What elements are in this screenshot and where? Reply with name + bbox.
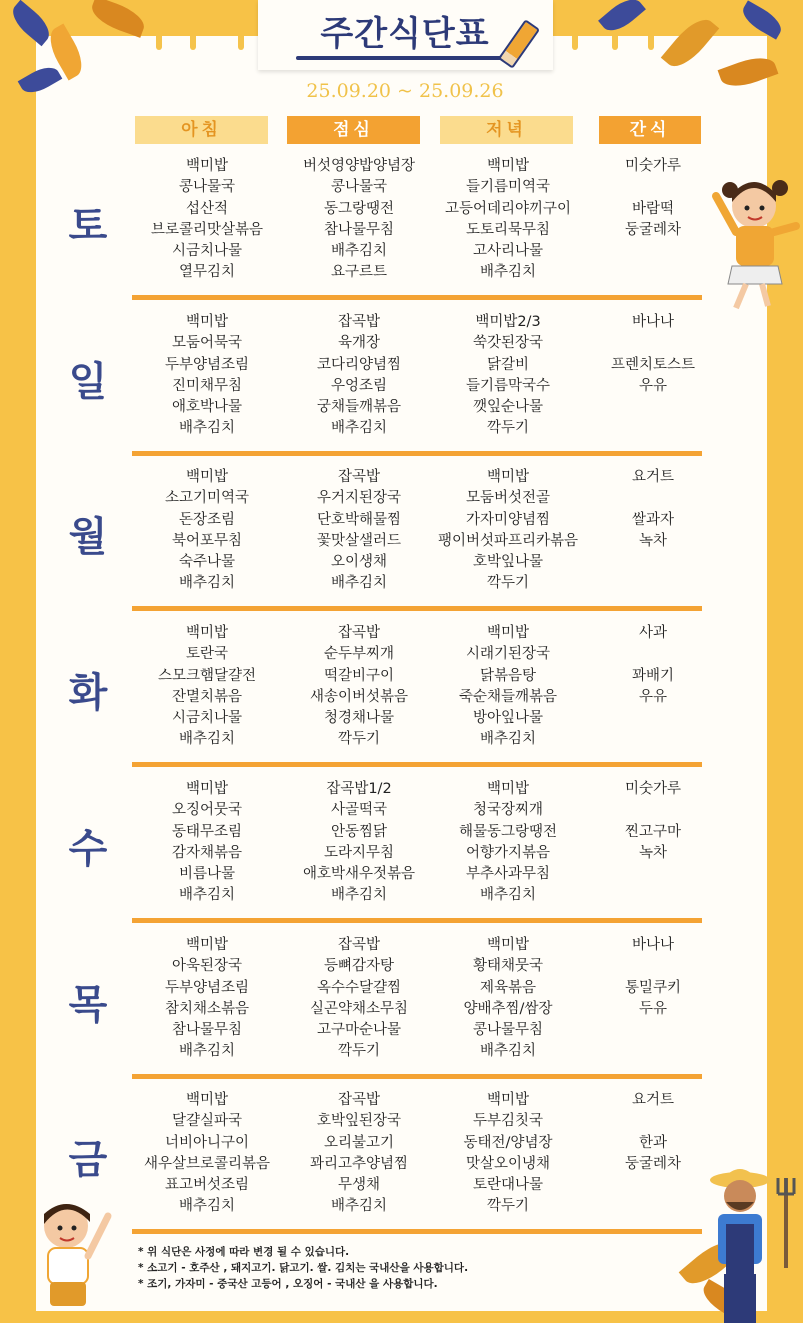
menu-item: 우유 bbox=[638, 688, 667, 705]
menu-item: 백미밥 bbox=[486, 1092, 530, 1108]
menu-item: 시금치나물 bbox=[171, 710, 243, 727]
menu-item: 황태채뭇국 bbox=[472, 958, 544, 975]
menu-item: 배추김치 bbox=[479, 1043, 537, 1060]
menu-item: 둥굴레차 bbox=[624, 221, 682, 238]
menu-item: 배추김치 bbox=[178, 887, 236, 904]
menu-item: 버섯영양밥양념장 bbox=[302, 158, 416, 174]
lunch-column bbox=[279, 935, 439, 1063]
menu-item: 돈장조림 bbox=[178, 511, 236, 528]
menu-item: 순두부찌개 bbox=[323, 646, 395, 663]
menu-item: 프렌치토스트 bbox=[610, 356, 696, 373]
menu-item: 콩나물국 bbox=[178, 179, 236, 196]
breakfast-column bbox=[132, 935, 282, 1063]
breakfast-column bbox=[132, 467, 282, 595]
day-label: 화 bbox=[68, 670, 108, 716]
menu-item: 녹차 bbox=[638, 844, 667, 861]
header-lunch: 점심 bbox=[287, 116, 420, 144]
row-separator bbox=[132, 1229, 702, 1234]
menu-item: 잡곡밥1/2 bbox=[326, 781, 392, 797]
menu-item: 백미밥 bbox=[486, 781, 530, 797]
menu-item: 녹차 bbox=[638, 532, 667, 549]
menu-item: 배추김치 bbox=[479, 731, 537, 748]
menu-item: 안동찜닭 bbox=[330, 823, 388, 840]
header-breakfast: 아침 bbox=[135, 116, 268, 144]
menu-item bbox=[588, 1111, 718, 1132]
menu-item: 잡곡밥 bbox=[337, 937, 381, 953]
boy-illustration bbox=[30, 1196, 116, 1312]
day-label: 금 bbox=[68, 1137, 108, 1183]
menu-item: 두부양념조림 bbox=[164, 356, 250, 373]
menu-item: 배추김치 bbox=[330, 420, 388, 437]
menu-item bbox=[588, 956, 718, 977]
snack-column bbox=[588, 467, 718, 595]
menu-item: 새송이버섯볶음 bbox=[309, 688, 409, 705]
bulb-decoration bbox=[238, 36, 244, 50]
row-separator bbox=[132, 606, 702, 611]
menu-item: 백미밥 bbox=[185, 469, 229, 485]
leaf-decoration bbox=[88, 0, 149, 38]
menu-item: 두유 bbox=[638, 1000, 667, 1017]
menu-item: 바나나 bbox=[631, 314, 675, 330]
menu-item: 우거지된장국 bbox=[316, 490, 402, 507]
breakfast-column bbox=[132, 1090, 282, 1218]
menu-item: 토란대나물 bbox=[472, 1177, 544, 1194]
menu-item bbox=[588, 488, 718, 509]
menu-item: 바나나 bbox=[631, 937, 675, 953]
dinner-column bbox=[433, 312, 583, 440]
menu-item: 옥수수달걀찜 bbox=[316, 979, 402, 996]
menu-item: 섭산적 bbox=[185, 200, 229, 217]
menu-item: 배추김치 bbox=[178, 731, 236, 748]
menu-item: 소고기미역국 bbox=[164, 490, 250, 507]
dinner-column bbox=[433, 467, 583, 595]
menu-item: 요거트 bbox=[631, 469, 675, 485]
day-label: 월 bbox=[68, 514, 108, 560]
menu-item bbox=[588, 1175, 718, 1196]
menu-item: 백미밥 bbox=[486, 469, 530, 485]
menu-item: 잡곡밥 bbox=[337, 314, 381, 330]
menu-item: 미숫가루 bbox=[624, 158, 682, 174]
menu-item: 팽이버섯파프리카볶음 bbox=[437, 532, 579, 549]
menu-item: 오징어뭇국 bbox=[171, 802, 243, 819]
menu-item: 백미밥 bbox=[185, 1092, 229, 1108]
menu-item: 표고버섯조림 bbox=[164, 1177, 250, 1194]
menu-item: 깍두기 bbox=[486, 420, 530, 437]
breakfast-column bbox=[132, 156, 282, 284]
menu-item: 꽈배기 bbox=[631, 667, 675, 684]
dinner-column bbox=[433, 1090, 583, 1218]
dinner-column bbox=[433, 623, 583, 751]
menu-item: 참나물무침 bbox=[171, 1022, 243, 1039]
menu-item: 코다리양념찜 bbox=[316, 356, 402, 373]
snack-column bbox=[588, 779, 718, 907]
menu-item: 잡곡밥 bbox=[337, 469, 381, 485]
menu-item: 꽈리고추양념찜 bbox=[309, 1155, 409, 1172]
menu-item: 들기름미역국 bbox=[465, 179, 551, 196]
menu-item: 백미밥 bbox=[185, 158, 229, 174]
menu-item: 두부양념조림 bbox=[164, 979, 250, 996]
menu-item: 백미밥 bbox=[185, 625, 229, 641]
menu-item: 동태전/양념장 bbox=[463, 1134, 553, 1151]
menu-item: 방아잎나물 bbox=[472, 710, 544, 727]
menu-item: 쌀과자 bbox=[631, 511, 675, 528]
menu-item: 감자채볶음 bbox=[171, 844, 243, 861]
menu-item bbox=[588, 573, 718, 594]
row-separator bbox=[132, 451, 702, 456]
menu-item bbox=[588, 1041, 718, 1062]
snack-column bbox=[588, 312, 718, 440]
notes bbox=[138, 1244, 468, 1292]
leaf-decoration bbox=[598, 0, 646, 38]
menu-item: 가자미양념찜 bbox=[465, 511, 551, 528]
menu-item: 오이생채 bbox=[330, 554, 388, 571]
menu-item: 참나물무침 bbox=[323, 221, 395, 238]
menu-item: 무생채 bbox=[337, 1177, 381, 1194]
menu-item: 고구마순나물 bbox=[316, 1022, 402, 1039]
menu-item: 잡곡밥 bbox=[337, 625, 381, 641]
menu-item: 청국장찌개 bbox=[472, 802, 544, 819]
row-separator bbox=[132, 918, 702, 923]
header-dinner: 저녁 bbox=[440, 116, 573, 144]
menu-item: 동태무조림 bbox=[171, 823, 243, 840]
menu-item: 한과 bbox=[638, 1134, 667, 1151]
menu-item bbox=[588, 644, 718, 665]
bulb-decoration bbox=[572, 36, 578, 50]
menu-item: 사과 bbox=[638, 625, 667, 641]
dinner-column bbox=[433, 156, 583, 284]
date-range: 25.09.20 ~ 25.09.26 bbox=[306, 80, 504, 102]
menu-item: 등뼈감자탕 bbox=[323, 958, 395, 975]
menu-item: 백미밥 bbox=[486, 937, 530, 953]
menu-item: 호박잎된장국 bbox=[316, 1113, 402, 1130]
farmer-illustration bbox=[700, 1158, 803, 1323]
lunch-column bbox=[279, 156, 439, 284]
breakfast-column bbox=[132, 312, 282, 440]
girl-illustration bbox=[706, 166, 803, 312]
menu-item: 백미밥 bbox=[185, 314, 229, 330]
day-label: 수 bbox=[68, 826, 108, 872]
menu-item: 시래기된장국 bbox=[465, 646, 551, 663]
note-line: * 위 식단은 사정에 따라 변경 될 수 있습니다. bbox=[138, 1246, 350, 1258]
menu-item: 요거트 bbox=[631, 1092, 675, 1108]
menu-item: 새우살브로콜리볶음 bbox=[143, 1155, 271, 1172]
menu-item bbox=[588, 418, 718, 439]
note-line: * 조기, 가자미 - 중국산 고등어 , 오징어 - 국내산 을 사용합니다. bbox=[138, 1278, 438, 1290]
menu-item bbox=[588, 864, 718, 885]
menu-item: 둥굴레차 bbox=[624, 1155, 682, 1172]
menu-item bbox=[588, 552, 718, 573]
menu-item: 도라지무침 bbox=[323, 844, 395, 861]
menu-item: 요구르트 bbox=[330, 264, 388, 281]
menu-item: 닭볶음탕 bbox=[479, 667, 537, 684]
lunch-column bbox=[279, 312, 439, 440]
menu-item: 숙주나물 bbox=[178, 554, 236, 571]
menu-item: 바람떡 bbox=[631, 200, 675, 217]
snack-column bbox=[588, 623, 718, 751]
menu-item: 모둠어묵국 bbox=[171, 335, 243, 352]
menu-item: 깍두기 bbox=[486, 1198, 530, 1215]
day-label: 목 bbox=[68, 982, 108, 1028]
menu-item bbox=[588, 262, 718, 283]
menu-item: 배추김치 bbox=[178, 575, 236, 592]
menu-item: 비름나물 bbox=[178, 866, 236, 883]
menu-item: 배추김치 bbox=[330, 1198, 388, 1215]
menu-item: 깍두기 bbox=[337, 1043, 381, 1060]
menu-item: 육개장 bbox=[337, 335, 381, 352]
menu-item: 깍두기 bbox=[337, 731, 381, 748]
lunch-column bbox=[279, 1090, 439, 1218]
menu-item: 너비아니구이 bbox=[164, 1134, 250, 1151]
menu-item: 해물동그랑땡전 bbox=[458, 823, 558, 840]
menu-item: 콩나물국 bbox=[330, 179, 388, 196]
menu-item: 배추김치 bbox=[178, 420, 236, 437]
menu-item: 배추김치 bbox=[479, 264, 537, 281]
menu-item: 북어포무침 bbox=[171, 532, 243, 549]
menu-item: 토란국 bbox=[185, 646, 229, 663]
menu-item: 부추사과무침 bbox=[465, 866, 551, 883]
menu-item: 고사리나물 bbox=[472, 243, 544, 260]
menu-item: 동그랑땡전 bbox=[323, 200, 395, 217]
menu-item: 쑥갓된장국 bbox=[472, 335, 544, 352]
snack-column bbox=[588, 1090, 718, 1218]
menu-item: 배추김치 bbox=[178, 1198, 236, 1215]
snack-column bbox=[588, 156, 718, 284]
note-line: * 소고기 - 호주산 , 돼지고기. 닭고기. 쌀. 김치는 국내산을 사용합니다. bbox=[138, 1262, 469, 1274]
menu-item: 떡갈비구이 bbox=[323, 667, 395, 684]
page-title: 주간식단표 bbox=[320, 14, 490, 54]
menu-item bbox=[588, 177, 718, 198]
menu-item: 죽순채들깨볶음 bbox=[458, 688, 558, 705]
menu-item: 오리불고기 bbox=[323, 1134, 395, 1151]
menu-item: 콩나물무침 bbox=[472, 1022, 544, 1039]
menu-item bbox=[588, 1020, 718, 1041]
title-underline bbox=[296, 56, 511, 60]
menu-item: 배추김치 bbox=[330, 575, 388, 592]
lunch-column bbox=[279, 467, 439, 595]
menu-item: 청경채나물 bbox=[323, 710, 395, 727]
menu-item: 애호박새우젓볶음 bbox=[302, 866, 416, 883]
menu-item: 두부김칫국 bbox=[472, 1113, 544, 1130]
menu-item bbox=[588, 1196, 718, 1217]
menu-item: 백미밥 bbox=[185, 781, 229, 797]
menu-item: 모둠버섯전골 bbox=[465, 490, 551, 507]
menu-item: 사골떡국 bbox=[330, 802, 388, 819]
row-separator bbox=[132, 295, 702, 300]
menu-item: 백미밥 bbox=[486, 158, 530, 174]
dinner-column bbox=[433, 935, 583, 1063]
menu-item: 백미밥2/3 bbox=[475, 314, 541, 330]
menu-item bbox=[588, 241, 718, 262]
row-separator bbox=[132, 762, 702, 767]
menu-item bbox=[588, 397, 718, 418]
leaf-decoration bbox=[738, 0, 786, 39]
menu-item: 달걀실파국 bbox=[171, 1113, 243, 1130]
menu-item: 찐고구마 bbox=[624, 823, 682, 840]
menu-item bbox=[588, 885, 718, 906]
menu-item: 열무김치 bbox=[178, 264, 236, 281]
menu-item: 참치채소볶음 bbox=[164, 1000, 250, 1017]
menu-item: 맛살오이냉채 bbox=[465, 1155, 551, 1172]
breakfast-column bbox=[132, 623, 282, 751]
menu-item: 백미밥 bbox=[185, 937, 229, 953]
snack-column bbox=[588, 935, 718, 1063]
menu-item: 제육볶음 bbox=[479, 979, 537, 996]
menu-item: 실곤약채소무침 bbox=[309, 1000, 409, 1017]
bulb-decoration bbox=[648, 36, 654, 50]
menu-item bbox=[588, 333, 718, 354]
menu-item: 우엉조림 bbox=[330, 377, 388, 394]
menu-item: 깍두기 bbox=[486, 575, 530, 592]
header-snack: 간식 bbox=[599, 116, 701, 144]
menu-item: 깻잎순나물 bbox=[472, 399, 544, 416]
menu-item: 통밀쿠키 bbox=[624, 979, 682, 996]
row-separator bbox=[132, 1074, 702, 1079]
lunch-column bbox=[279, 623, 439, 751]
menu-item: 진미채무침 bbox=[171, 377, 243, 394]
menu-item: 스모크햄달걀전 bbox=[157, 667, 257, 684]
menu-item: 배추김치 bbox=[178, 1043, 236, 1060]
menu-item: 잔멸치볶음 bbox=[171, 688, 243, 705]
lunch-column bbox=[279, 779, 439, 907]
menu-item: 브로콜리맛살볶음 bbox=[150, 221, 264, 238]
day-label: 일 bbox=[68, 359, 108, 405]
menu-item: 고등어데리야끼구이 bbox=[444, 200, 572, 217]
menu-item: 어향가지볶음 bbox=[465, 844, 551, 861]
menu-item: 백미밥 bbox=[486, 625, 530, 641]
menu-item: 잡곡밥 bbox=[337, 1092, 381, 1108]
bulb-decoration bbox=[156, 36, 162, 50]
menu-item: 아욱된장국 bbox=[171, 958, 243, 975]
menu-item: 호박잎나물 bbox=[472, 554, 544, 571]
menu-item: 배추김치 bbox=[479, 887, 537, 904]
menu-item: 꽃맛살샐러드 bbox=[316, 532, 402, 549]
menu-item: 우유 bbox=[638, 377, 667, 394]
bulb-decoration bbox=[190, 36, 196, 50]
menu-item: 도토리묵무침 bbox=[465, 221, 551, 238]
menu-item: 시금치나물 bbox=[171, 243, 243, 260]
menu-item: 닭갈비 bbox=[486, 356, 530, 373]
menu-item: 들기름막국수 bbox=[465, 377, 551, 394]
menu-item: 단호박해물찜 bbox=[316, 511, 402, 528]
menu-item: 배추김치 bbox=[330, 887, 388, 904]
menu-item bbox=[588, 729, 718, 750]
menu-item bbox=[588, 708, 718, 729]
menu-item bbox=[588, 800, 718, 821]
dinner-column bbox=[433, 779, 583, 907]
breakfast-column bbox=[132, 779, 282, 907]
menu-item: 궁채들깨볶음 bbox=[316, 399, 402, 416]
day-label: 토 bbox=[68, 203, 108, 249]
menu-item: 양배추찜/쌈장 bbox=[463, 1000, 553, 1017]
menu-item: 애호박나물 bbox=[171, 399, 243, 416]
bulb-decoration bbox=[612, 36, 618, 50]
menu-item: 미숫가루 bbox=[624, 781, 682, 797]
menu-item: 배추김치 bbox=[330, 243, 388, 260]
